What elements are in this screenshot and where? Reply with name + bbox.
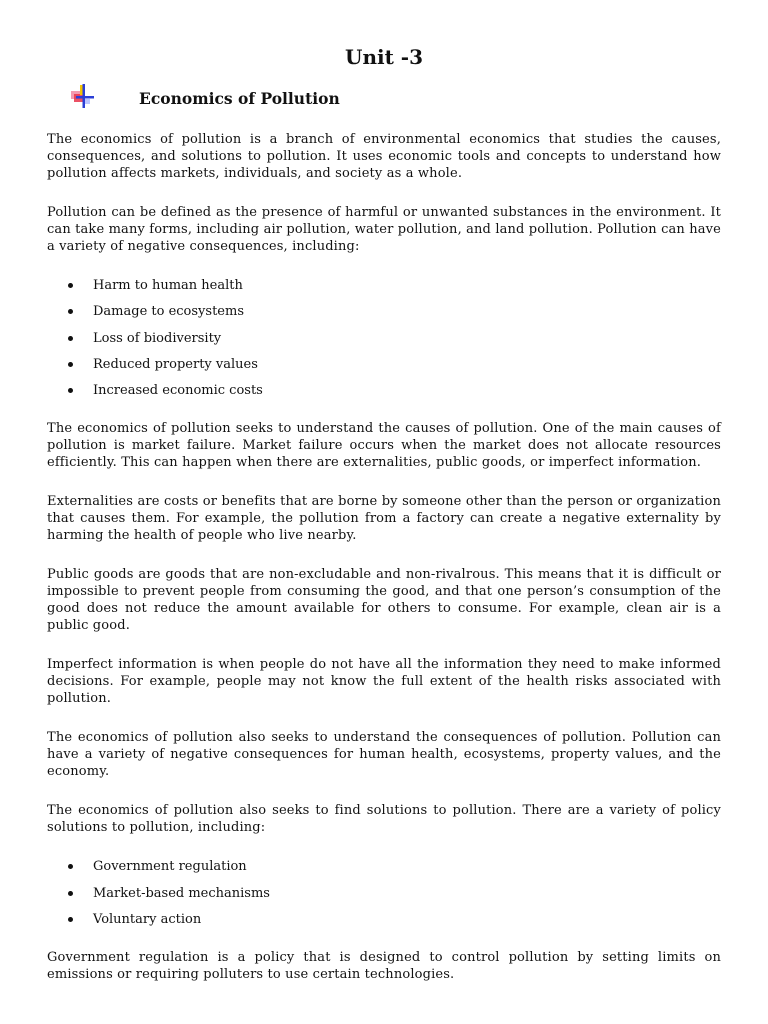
paragraph-imperfect-information: Imperfect information is when people do not have all the information they need to make informed decisions. For example, people may not know the full extent of the health risks associated with pollution. (47, 657, 721, 707)
consequences-list (47, 277, 721, 408)
bullet-dot-icon (68, 388, 73, 393)
bullet-dot-icon (68, 864, 73, 869)
bullet-dot-icon (68, 309, 73, 314)
bullet-dot-icon (68, 283, 73, 288)
paragraph-public-goods: Public goods are goods that are non-excludable and non-rivalrous. This means that it is difficult or impossible to prevent people from consuming the good, and that one person’s consumption of the good does not reduce the amount available for others to consume. For example, clean air is a public good. (47, 567, 721, 634)
section-heading (47, 86, 721, 114)
paragraph-solutions: The economics of pollution also seeks to find solutions to pollution. There are a variety of policy solutions to pollution, including: (47, 803, 721, 836)
bullet-dot-icon (68, 891, 73, 896)
page-title: Unit -3 (345, 45, 423, 69)
document-body (47, 131, 721, 1005)
bullet-dot-icon (68, 917, 73, 922)
list-item: Government regulation (47, 858, 721, 884)
list-item: Harm to human health (47, 277, 721, 303)
bullet-dot-icon (68, 362, 73, 367)
list-item: Increased economic costs (47, 382, 721, 408)
paragraph-causes: The economics of pollution seeks to understand the causes of pollution. One of the main causes of pollution is market failure. Market failure occurs when the market does not allocate resources efficiently. This can happen when there are externalities, public goods, or imperfect information. (47, 421, 721, 471)
list-item: Loss of biodiversity (47, 330, 721, 356)
paragraph-intro: The economics of pollution is a branch of environmental economics that studies the causes, consequences, and solutions to pollution. It uses economic tools and concepts to understand how pollution affects markets, individuals, and society as a whole. (47, 132, 721, 181)
paragraph-consequences: The economics of pollution also seeks to understand the consequences of pollution. Pollution can have a variety of negative consequences for human health, ecosystems, property values, and the economy. (47, 730, 721, 780)
section-heading-text: Economics of Pollution (139, 89, 340, 108)
bullet-dot-icon (68, 336, 73, 341)
paragraph-externalities: Externalities are costs or benefits that are borne by someone other than the person or organization that causes them. For example, the pollution from a factory can create a negative externality by harming the health of people who live nearby. (47, 494, 721, 544)
solutions-list (47, 858, 721, 937)
paragraph-government-regulation: Government regulation is a policy that is designed to control pollution by setting limits on emissions or requiring polluters to use certain technologies. (47, 950, 721, 983)
bullet-cross-icon (69, 82, 97, 110)
list-item: Voluntary action (47, 911, 721, 937)
list-item: Market-based mechanisms (47, 885, 721, 911)
paragraph-definition: Pollution can be defined as the presence of harmful or unwanted substances in the environment. It can take many forms, including air pollution, water pollution, and land pollution. Pollution can have a variety of negative consequences, including: (47, 205, 721, 254)
list-item: Damage to ecosystems (47, 303, 721, 329)
list-item: Reduced property values (47, 356, 721, 382)
